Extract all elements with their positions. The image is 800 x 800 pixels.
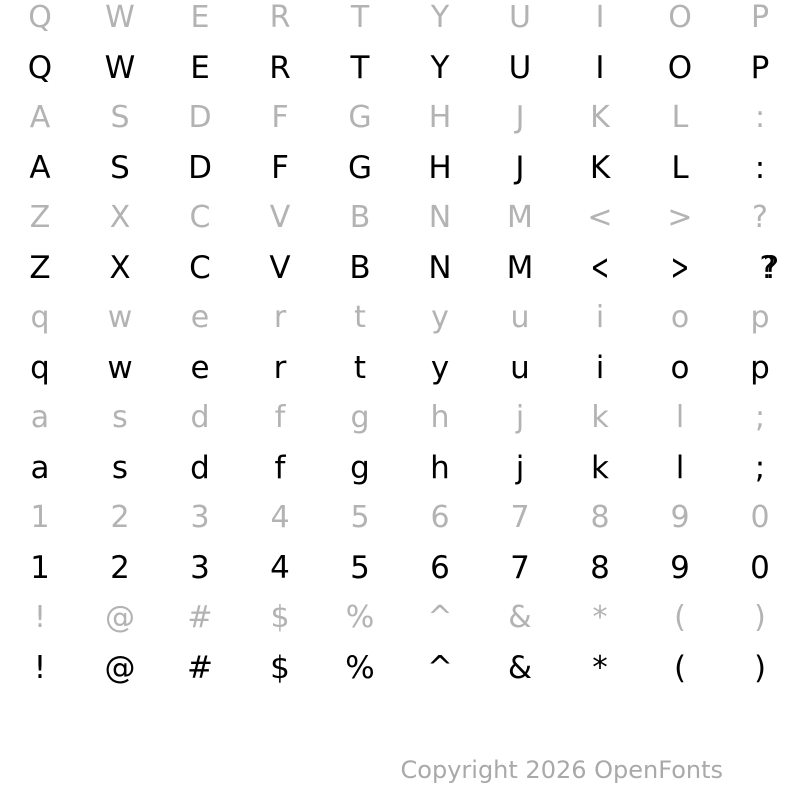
glyph-cell: & bbox=[508, 600, 532, 635]
glyph-cell: j bbox=[515, 400, 525, 435]
glyph-cell: 2 bbox=[110, 500, 130, 535]
glyph-cell: E bbox=[190, 0, 210, 35]
glyph-cell: ? bbox=[752, 200, 768, 235]
glyph-cell: t bbox=[354, 300, 366, 335]
glyph-cell: 8 bbox=[590, 500, 610, 535]
glyph-cell: $ bbox=[270, 649, 290, 686]
glyph-cell: B bbox=[349, 249, 371, 286]
glyph-cell: N bbox=[428, 249, 452, 286]
glyph-cell: g bbox=[350, 400, 370, 435]
glyph-cell: L bbox=[671, 100, 689, 135]
glyph-cell: 9 bbox=[670, 549, 690, 586]
glyph-cell: K bbox=[590, 100, 610, 135]
glyph-cell: ! bbox=[33, 649, 47, 686]
glyph-cell: h bbox=[430, 400, 450, 435]
glyph-row-muted bbox=[0, 293, 800, 343]
glyph-cell: U bbox=[509, 0, 531, 35]
glyph-cell: i bbox=[595, 349, 605, 386]
glyph-cell: w bbox=[107, 300, 133, 335]
glyph-cell: 4 bbox=[270, 549, 290, 586]
glyph-cell: # bbox=[187, 600, 213, 635]
glyph-cell: j bbox=[515, 449, 525, 486]
glyph-cell: < bbox=[590, 246, 610, 289]
glyph-cell: w bbox=[107, 349, 133, 386]
glyph-cell: C bbox=[189, 249, 211, 286]
glyph-cell: d bbox=[190, 400, 210, 435]
glyph-cell: o bbox=[670, 300, 690, 335]
glyph-cell: a bbox=[30, 449, 50, 486]
glyph-row-ink bbox=[0, 343, 800, 393]
glyph-cell: Q bbox=[28, 0, 52, 35]
glyph-cell: G bbox=[348, 100, 372, 135]
glyph-cell: > bbox=[667, 200, 693, 235]
glyph-cell: N bbox=[428, 200, 452, 235]
glyph-cell: l bbox=[675, 449, 685, 486]
glyph-cell: I bbox=[595, 49, 605, 86]
glyph-cell: ; bbox=[754, 400, 766, 435]
glyph-cell: ^ bbox=[427, 649, 453, 686]
glyph-cell: 7 bbox=[510, 549, 530, 586]
glyph-cell: Y bbox=[430, 0, 450, 35]
glyph-cell: X bbox=[109, 200, 131, 235]
glyph-cell: t bbox=[353, 349, 367, 386]
glyph-cell: 3 bbox=[190, 549, 210, 586]
glyph-cell: a bbox=[30, 400, 50, 435]
glyph-row-ink bbox=[0, 243, 800, 293]
glyph-cell: U bbox=[508, 49, 532, 86]
glyph-cell: H bbox=[428, 100, 452, 135]
glyph-cell: 7 bbox=[510, 500, 530, 535]
glyph-cell: k bbox=[591, 400, 609, 435]
glyph-cell: i bbox=[595, 300, 605, 335]
glyph-cell: P bbox=[750, 0, 770, 35]
glyph-row-ink bbox=[0, 443, 800, 493]
glyph-cell: W bbox=[105, 0, 135, 35]
glyph-cell: O bbox=[668, 0, 692, 35]
glyph-cell: J bbox=[515, 100, 525, 135]
glyph-cell: u bbox=[510, 300, 530, 335]
glyph-cell: B bbox=[349, 200, 371, 235]
glyph-cell: H bbox=[428, 149, 452, 186]
glyph-cell: Z bbox=[29, 249, 51, 286]
glyph-cell: I bbox=[595, 0, 605, 35]
glyph-cell: d bbox=[190, 449, 210, 486]
glyph-cell: ! bbox=[33, 600, 47, 635]
glyph-cell: T bbox=[350, 0, 370, 35]
glyph-cell: X bbox=[109, 249, 131, 286]
glyph-cell: ( bbox=[674, 600, 686, 635]
glyph-cell: 3 bbox=[190, 500, 210, 535]
glyph-cell: ) bbox=[753, 649, 767, 686]
glyph-cell: q bbox=[30, 349, 50, 386]
glyph-cell: G bbox=[347, 149, 373, 186]
glyph-cell: Y bbox=[430, 49, 450, 86]
glyph-cell: 0 bbox=[750, 500, 770, 535]
glyph-cell: D bbox=[188, 100, 212, 135]
glyph-cell: s bbox=[112, 400, 128, 435]
glyph-cell: e bbox=[190, 349, 210, 386]
glyph-cell: 2 bbox=[110, 549, 130, 586]
glyph-cell: C bbox=[189, 200, 211, 235]
glyph-cell: # bbox=[187, 649, 213, 686]
glyph-cell: 1 bbox=[30, 549, 50, 586]
glyph-cell: Q bbox=[27, 49, 53, 86]
glyph-cell: Z bbox=[29, 200, 51, 235]
glyph-cell: l bbox=[675, 400, 685, 435]
glyph-cell: 1 bbox=[30, 500, 50, 535]
glyph-cell: 0 bbox=[750, 549, 770, 586]
glyph-row-ink bbox=[0, 143, 800, 193]
glyph-cell: R bbox=[269, 49, 291, 86]
glyph-cell: W bbox=[104, 49, 136, 86]
glyph-cell: A bbox=[29, 100, 51, 135]
glyph-cell: f bbox=[274, 449, 286, 486]
glyph-cell: ?? bbox=[759, 249, 767, 286]
glyph-cell: r bbox=[273, 300, 287, 335]
glyph-cell: S bbox=[110, 100, 130, 135]
glyph-row-muted bbox=[0, 493, 800, 543]
glyph-cell: 6 bbox=[430, 549, 450, 586]
glyph-cell: V bbox=[269, 249, 291, 286]
glyph-cell: < bbox=[587, 200, 613, 235]
glyph-cell: h bbox=[430, 449, 450, 486]
glyph-cell: L bbox=[671, 149, 689, 186]
glyph-cell: O bbox=[667, 49, 693, 86]
glyph-cell: $ bbox=[270, 600, 290, 635]
glyph-cell: u bbox=[510, 349, 530, 386]
glyph-cell: @ bbox=[105, 600, 135, 635]
glyph-cell: R bbox=[269, 0, 291, 35]
glyph-cell: E bbox=[190, 49, 210, 86]
glyph-row-ink bbox=[0, 643, 800, 693]
copyright-text: Copyright 2026 OpenFonts bbox=[400, 756, 723, 784]
glyph-cell: ; bbox=[754, 449, 766, 486]
glyph-cell: J bbox=[515, 149, 525, 186]
glyph-row-muted bbox=[0, 593, 800, 643]
glyph-cell: % bbox=[345, 600, 375, 635]
glyph-row-muted bbox=[0, 393, 800, 443]
glyph-cell: y bbox=[431, 300, 449, 335]
glyph-cell: @ bbox=[104, 649, 136, 686]
glyph-cell: 6 bbox=[430, 500, 450, 535]
glyph-row-muted bbox=[0, 193, 800, 243]
glyph-cell: K bbox=[589, 149, 611, 186]
glyph-row-muted bbox=[0, 93, 800, 143]
glyph-cell: ( bbox=[673, 649, 687, 686]
glyph-cell: 4 bbox=[270, 500, 290, 535]
glyph-cell: f bbox=[274, 400, 286, 435]
glyph-cell: S bbox=[110, 149, 130, 186]
glyph-cell: : bbox=[754, 149, 766, 186]
glyph-cell: & bbox=[507, 649, 533, 686]
glyph-cell: q bbox=[30, 300, 50, 335]
glyph-cell: 9 bbox=[670, 500, 690, 535]
glyph-cell: p bbox=[750, 300, 770, 335]
glyph-cell: 8 bbox=[590, 549, 610, 586]
glyph-cell: M bbox=[506, 249, 534, 286]
glyph-cell: * bbox=[592, 600, 608, 635]
glyph-cell: p bbox=[750, 349, 770, 386]
glyph-cell: 5 bbox=[350, 500, 370, 535]
glyph-row-muted bbox=[0, 0, 800, 43]
glyph-cell: r bbox=[273, 349, 287, 386]
glyph-cell: y bbox=[430, 349, 450, 386]
glyph-row-ink bbox=[0, 543, 800, 593]
glyph-cell: % bbox=[345, 649, 375, 686]
glyph-cell: P bbox=[750, 49, 770, 86]
glyph-cell: F bbox=[271, 100, 289, 135]
glyph-cell: o bbox=[670, 349, 690, 386]
glyph-cell: D bbox=[188, 149, 212, 186]
glyph-cell: F bbox=[271, 149, 289, 186]
glyph-cell: A bbox=[29, 149, 51, 186]
glyph-cell: s bbox=[111, 449, 129, 486]
glyph-cell: T bbox=[350, 49, 370, 86]
glyph-cell: : bbox=[754, 100, 766, 135]
glyph-cell: ^ bbox=[427, 600, 453, 635]
glyph-cell: V bbox=[269, 200, 291, 235]
glyph-cell: M bbox=[507, 200, 533, 235]
glyph-cell: k bbox=[591, 449, 609, 486]
glyph-cell: g bbox=[350, 449, 370, 486]
glyph-cell: e bbox=[190, 300, 210, 335]
glyph-cell: > bbox=[670, 246, 690, 289]
glyph-cell: 5 bbox=[350, 549, 370, 586]
glyph-cell: * bbox=[592, 649, 608, 686]
glyph-row-ink bbox=[0, 43, 800, 93]
glyph-cell: ) bbox=[754, 600, 766, 635]
